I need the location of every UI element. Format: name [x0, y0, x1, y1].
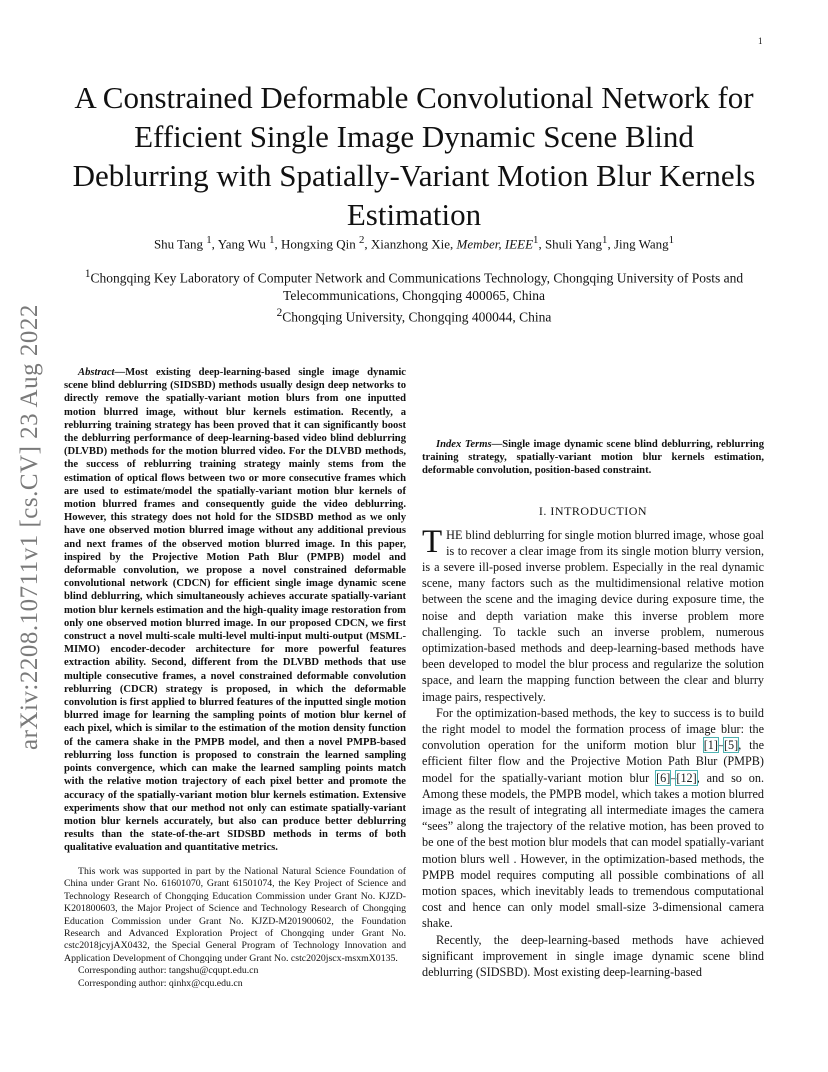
affiliation-marker: 1: [668, 234, 675, 246]
intro-paragraph-2: [422, 705, 764, 932]
author-role: Member, IEEE: [456, 236, 534, 252]
paragraph-text: HE blind deblurring for single motion blurred image, whose goal is to recover a clear image from its single motion blurry version, is a severe ill-posed inverse problem. Especially in the real dynamic scene, many factors such as the multidimensional relative motion between the scene and the imaging device during exposure time, the noise and depth variation make this inverse problem more challenging. To tackle such an inverse problem, numerous optimization-based methods and deep-learning-based methods have been developed to model the blur process and regularize the solution space, and learn the mapping function between the clear and blurry image pairs, respectively.: [422, 527, 764, 704]
arxiv-identifier: arXiv:2208.10711v1 [cs.CV] 23 Aug 2022: [16, 304, 43, 750]
index-terms-text: —Single image dynamic scene blind deblurring, reblurring training strategy, spatially-variant motion blur kernels estimation, deformable convolution, position-based constraint.: [422, 439, 764, 477]
affiliation-marker: 1: [602, 234, 608, 246]
affiliation-2: [70, 305, 758, 326]
affiliation-marker: 1: [269, 234, 275, 246]
index-terms-lead: Index Terms: [436, 439, 492, 450]
funding-footnote: This work was supported in part by the National Natural Science Foundation of China under Grant No. 61601070, Grant 61501074, the Key Project of Science and Technology Research of Chongqing Education Commission under Grant No. KJZD-K201800603, the Major Project of Science and Technology Research of Chongqing Education Commission under Grant No. KJZD-M201900602, the Foundation Research and Advanced Exploration Project of Chongqing under Grant No. cstc2018jcyjAX0432, the Special General Program of Technology Innovation and Application Development of Chongqing under Grant No. cstc2020jscx-msxmX0135.: [64, 866, 406, 964]
affiliation-marker: 1: [533, 234, 539, 246]
paragraph-text: For the optimization-based methods, the key to success is to build the right model to model the formation process of image blur: the convolution operation for the uniform motion blur: [422, 705, 764, 753]
abstract-lead: Abstract: [78, 367, 115, 378]
page-number: 1: [758, 36, 763, 46]
affiliation-text: Chongqing Key Laboratory of Computer Network and Communications Technology, Chongqing University of Posts and Telecommunications, Chongqing 400065, China: [90, 270, 744, 303]
paragraph-text: , the efficient filter flow and the Projective Motion Path Blur (PMPB) model for the spatially-variant motion blur: [422, 738, 764, 785]
range-dash: –: [717, 738, 724, 753]
author-name: Yang Wu: [217, 236, 266, 252]
abstract-text: —Most existing deep-learning-based single image dynamic scene blind deblurring (SIDSBD) methods usually design deep networks to directly remove the spatially-variant motion blurs from one inputted motion blurred image, without blur kernels estimation. Recently, a reblurring training strategy has been proved that it can significantly boost the deblurring performance of deep-learning-based video blind deblurring (DLVBD) methods for the motion blurred video. For the DLVBD methods, the success of reblurring training strategy mainly stems from the estimation of optical flows between two or more consecutive frames which are used to estimate/model the spatially-variant motion blur kernels of motion blurred frames and consequently guide the video deblurring. However, this strategy does not hold for the SIDSBD method as we only have one observed motion blurred image without any additional previous and next frames of the observed motion blurred image. In this paper, inspired by the Projective Motion Path Blur (PMPB) model and deformable convolution, we propose a novel constrained deformable convolutional network (CDCN) for efficient single image dynamic scene blind deblurring, which simultaneously achieves accurate spatially-variant motion blur kernels estimation and the high-quality image restoration from only one observed motion blurred image. In our proposed CDCN, we first construct a novel multi-scale multi-level multi-input multi-output (MSML-MIMO) encoder-decoder architecture for more powerful features extraction ability. Second, different from the DLVBD methods that use multiple consecutive frames, a novel constrained deformable convolution reblurring (CDCR) strategy is proposed, in which the deformable convolution is first applied to blurred features of the inputted single motion blurred image for learning the sampling points of motion blur kernel of each pixel, which is similar to the estimation of the motion density function of the camera shake in the PMPB model, and then a novel PMPB-based reblurring loss function is proposed to constrain the learned sampling points convergence, which can make the learned sampling points match with the relative motion trajectory of each pixel better and promote the accuracy of the spatially-variant motion blur kernels estimation. Extensive experiments show that our method not only can estimate spatially-variant motion blur kernels accurately, but also can produce better deblurring results than the state-of-the-art SIDSBD methods in terms of both qualitative evaluation and quantitative metrics.: [64, 367, 406, 854]
affiliation-marker: 1: [206, 234, 212, 246]
intro-paragraph-1: [422, 523, 764, 705]
affiliation-text: Chongqing University, Chongqing 400044, China: [282, 309, 552, 324]
citation-link[interactable]: [1]: [703, 738, 718, 753]
author-name: Shu Tang: [153, 236, 203, 252]
paper-title: A Constrained Deformable Convolutional Network for Efficient Single Image Dynamic Scene Blind Deblurring with Spatially-Variant Motion Blur Kernels Estimation: [72, 80, 756, 232]
left-column: [64, 366, 406, 855]
footnote-area: [64, 866, 406, 990]
affiliations: [70, 266, 758, 326]
right-column: [422, 366, 764, 980]
corresponding-author-1: Corresponding author: tangshu@cqupt.edu.cn: [78, 965, 259, 977]
paragraph-text: , and so on. Among these models, the PMPB model, which takes a motion blurred image as the result of integrating all intermediate images the camera “sees” along the trajectory of the relative motion, has been proved to be one of the best motion blur models that can model spatially-variant motion blurs well . However, in the optimization-based methods, the PMPB model requires computing all possible combinations of all motion spaces, which inevitably leads to tremendous computational cost and hence can only model small-size 3-dimensional camera shake.: [422, 770, 764, 931]
intro-paragraph-3: Recently, the deep-learning-based methods have achieved significant improvement in single image dynamic scene blind deblurring (SIDSBD). Most existing deep-learning-based: [422, 932, 764, 980]
author-name: Hongxing Qin: [281, 236, 356, 252]
drop-cap: T: [422, 523, 443, 560]
citation-link[interactable]: [12]: [676, 770, 697, 785]
affiliation-marker: 2: [359, 234, 365, 246]
range-dash: –: [670, 770, 677, 785]
index-terms-block: [422, 438, 764, 478]
section-heading-introduction: I. INTRODUCTION: [538, 503, 648, 518]
abstract: [64, 366, 406, 855]
corresponding-author-2: Corresponding author: qinhx@cqu.edu.cn: [78, 977, 243, 989]
affiliation-marker: 1: [84, 268, 91, 280]
author-list: Shu Tang $^1$, Yang Wu $^1$, Hongxing Qin $^2$, Xianzhong Xie, Member, IEEE$^1$, Shuli Yang$^1$, Jing Wang$^1$: [153, 234, 675, 252]
author-name: Shuli Yang: [544, 236, 603, 252]
affiliation-1: [70, 266, 758, 305]
citation-link[interactable]: [5]: [724, 738, 739, 753]
affiliation-marker: 2: [276, 306, 283, 319]
author-name: Xianzhong Xie,: [370, 236, 454, 252]
index-terms-paragraph: [422, 438, 764, 478]
author-name: Jing Wang: [613, 236, 669, 252]
citation-link[interactable]: [6]: [656, 770, 671, 785]
